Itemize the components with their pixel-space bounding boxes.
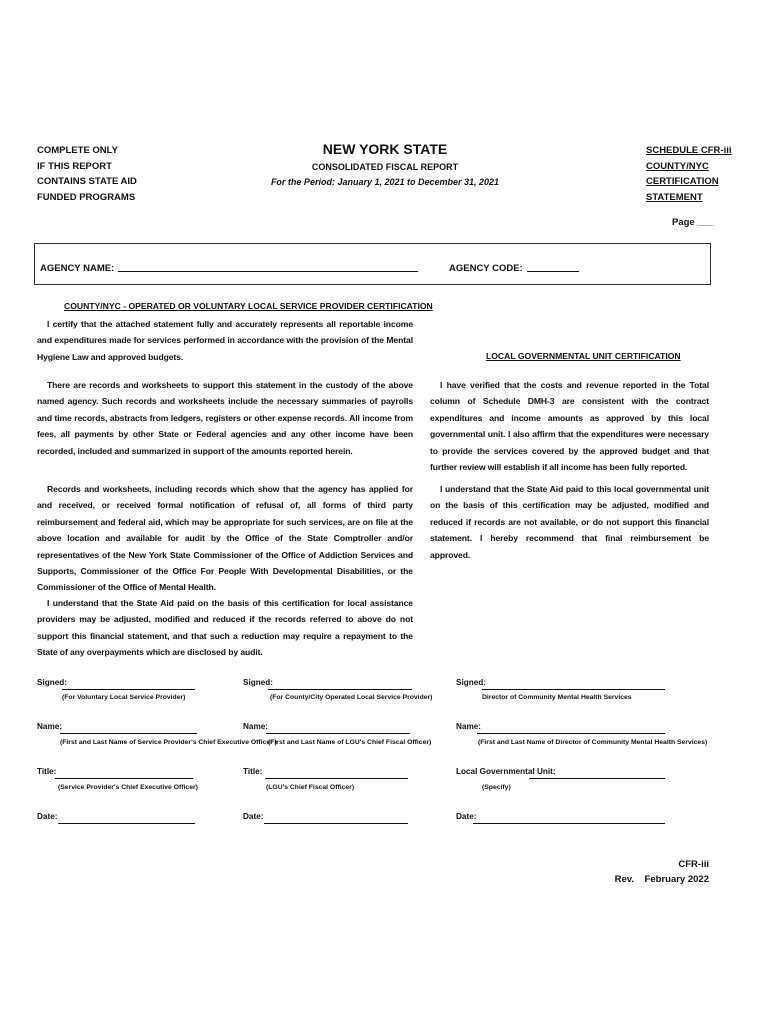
agency-name-label: AGENCY NAME:	[40, 263, 115, 274]
col2-title-label: Title:	[243, 767, 263, 776]
col2-signed-caption: (For County/City Operated Local Service Provider)	[270, 694, 433, 701]
col2-signed-label: Signed:	[243, 678, 274, 687]
col3-signature-line[interactable]	[482, 689, 665, 690]
col2-title-line[interactable]	[265, 778, 408, 779]
provider-paragraph-3: Records and worksheets, including records which show that the agency has applied for and received, or received formal notification of refusal of, all forms of third party reimbursement and federal aid, which may be appropriate for such services, are on file at the above location and available for audit by the Office of the State Comptroller and/or representatives of the New York State Commissioner of the Office of Addiction Services and Supports, Commissioner of the Office For People With Developmental Disabilities, or the Commissioner of the Office of Mental Health.	[37, 484, 413, 593]
reporting-period: For the Period: January 1, 2021 to December 31, 2021	[270, 177, 500, 187]
col1-title-label: Title:	[37, 767, 57, 776]
col3-unit-line[interactable]	[529, 778, 665, 779]
col1-title-caption: (Service Provider's Chief Executive Officer)	[58, 784, 198, 791]
col3-signed-label: Signed:	[456, 678, 487, 687]
col3-date-line[interactable]	[473, 823, 665, 824]
provider-certification-heading: COUNTY/NYC - OPERATED OR VOLUNTARY LOCAL SERVICE PROVIDER CERTIFICATION	[64, 301, 433, 311]
col2-name-caption: (First and Last Name of LGU's Chief Fiscal Officer)	[268, 739, 432, 746]
col1-name-label: Name:	[37, 722, 63, 731]
schedule-line: SCHEDULE CFR-iii	[646, 145, 732, 156]
form-title: NEW YORK STATE	[322, 141, 448, 157]
col3-signed-caption: Director of Community Mental Health Services	[482, 694, 632, 701]
col1-date-line[interactable]	[58, 823, 195, 824]
eligibility-line: FUNDED PROGRAMS	[37, 191, 136, 203]
col1-date-label: Date:	[37, 812, 58, 821]
form-title-block	[230, 140, 540, 189]
col2-name-label: Name:	[243, 722, 269, 731]
col1-signed-label: Signed:	[37, 678, 68, 687]
agency-code-label: AGENCY CODE:	[449, 263, 523, 274]
lgu-paragraph-2: I understand that the State Aid paid to this local governmental unit on the basis of this certification may be adjusted, modified and reduced if records are not available, or do not support this financial statement. I hereby recommend that final reimbursement be approved.	[430, 484, 709, 560]
eligibility-line: IF THIS REPORT	[37, 160, 112, 172]
col2-signature-line[interactable]	[268, 689, 412, 690]
col3-date-label: Date:	[456, 812, 477, 821]
lgu-certification-heading: LOCAL GOVERNMENTAL UNIT CERTIFICATION	[486, 351, 681, 361]
agency-code-row	[449, 263, 579, 274]
lgu-paragraph-1: I have verified that the costs and revenue reported in the Total column of Schedule DMH-3 are consistent with the contract expenditures and income amounts as approved by this local governmental unit. I also affirm that the expenditures were necessary to provide the services covered by the approved budget and that further review will establish if all income has been fully reported.	[430, 380, 709, 473]
col2-date-line[interactable]	[264, 823, 408, 824]
form-footer	[615, 857, 709, 887]
col1-title-line[interactable]	[55, 778, 193, 779]
eligibility-note	[37, 143, 137, 205]
provider-paragraph-1: I certify that the attached statement fully and accurately represents all reportable income and expenditures made for services performed in accordance with the provision of the Mental Hygiene Law and approved budgets.	[37, 319, 413, 362]
col3-name-label: Name:	[456, 722, 482, 731]
eligibility-line: CONTAINS STATE AID	[37, 176, 137, 187]
col2-date-label: Date:	[243, 812, 264, 821]
provider-paragraph-2: There are records and worksheets to support this statement in the custody of the above named agency. Such records and worksheets include the necessary summaries of payrolls and time records, abstracts from ledgers, registers or other expense records. All income from fees, all payments by other State or Federal agencies and any other income have been recorded, included and summarized in support of the amounts reported herein.	[37, 380, 413, 456]
col2-title-caption: (LGU's Chief Fiscal Officer)	[266, 784, 355, 791]
schedule-line: CERTIFICATION	[646, 176, 719, 187]
col1-name-caption: (First and Last Name of Service Provider's Chief Executive Officer )	[60, 739, 277, 746]
col1-signature-line[interactable]	[62, 689, 195, 690]
col3-name-line[interactable]	[477, 733, 665, 734]
schedule-line: STATEMENT	[646, 191, 703, 203]
agency-code-field[interactable]	[527, 271, 579, 272]
form-subtitle: CONSOLIDATED FISCAL REPORT	[311, 162, 459, 172]
agency-name-row	[40, 263, 418, 274]
page-number-field[interactable]: Page ___	[672, 217, 714, 228]
form-revision: Rev. February 2022	[614, 874, 709, 885]
provider-paragraph-4: I understand that the State Aid paid on the basis of this certification for local assistance providers may be adjusted, modified and reduced if the records referred to above do not support this financial statement, and that such a reduction may require a repayment to the State of any overpayments which are disclosed by audit.	[37, 598, 413, 658]
agency-name-field[interactable]	[118, 271, 418, 272]
col3-name-caption: (First and Last Name of Director of Community Mental Health Services)	[478, 739, 708, 746]
col1-signed-caption: (For Voluntary Local Service Provider)	[62, 694, 186, 701]
schedule-line: COUNTY/NYC	[646, 160, 709, 172]
form-id: CFR-iii	[678, 859, 709, 870]
col1-name-line[interactable]	[60, 733, 197, 734]
eligibility-line: COMPLETE ONLY	[37, 145, 118, 156]
col2-name-line[interactable]	[266, 733, 410, 734]
col3-unit-label: Local Governmental Unit:	[456, 767, 556, 776]
schedule-id-block	[646, 143, 732, 205]
col3-unit-caption: (Specify)	[482, 784, 511, 791]
